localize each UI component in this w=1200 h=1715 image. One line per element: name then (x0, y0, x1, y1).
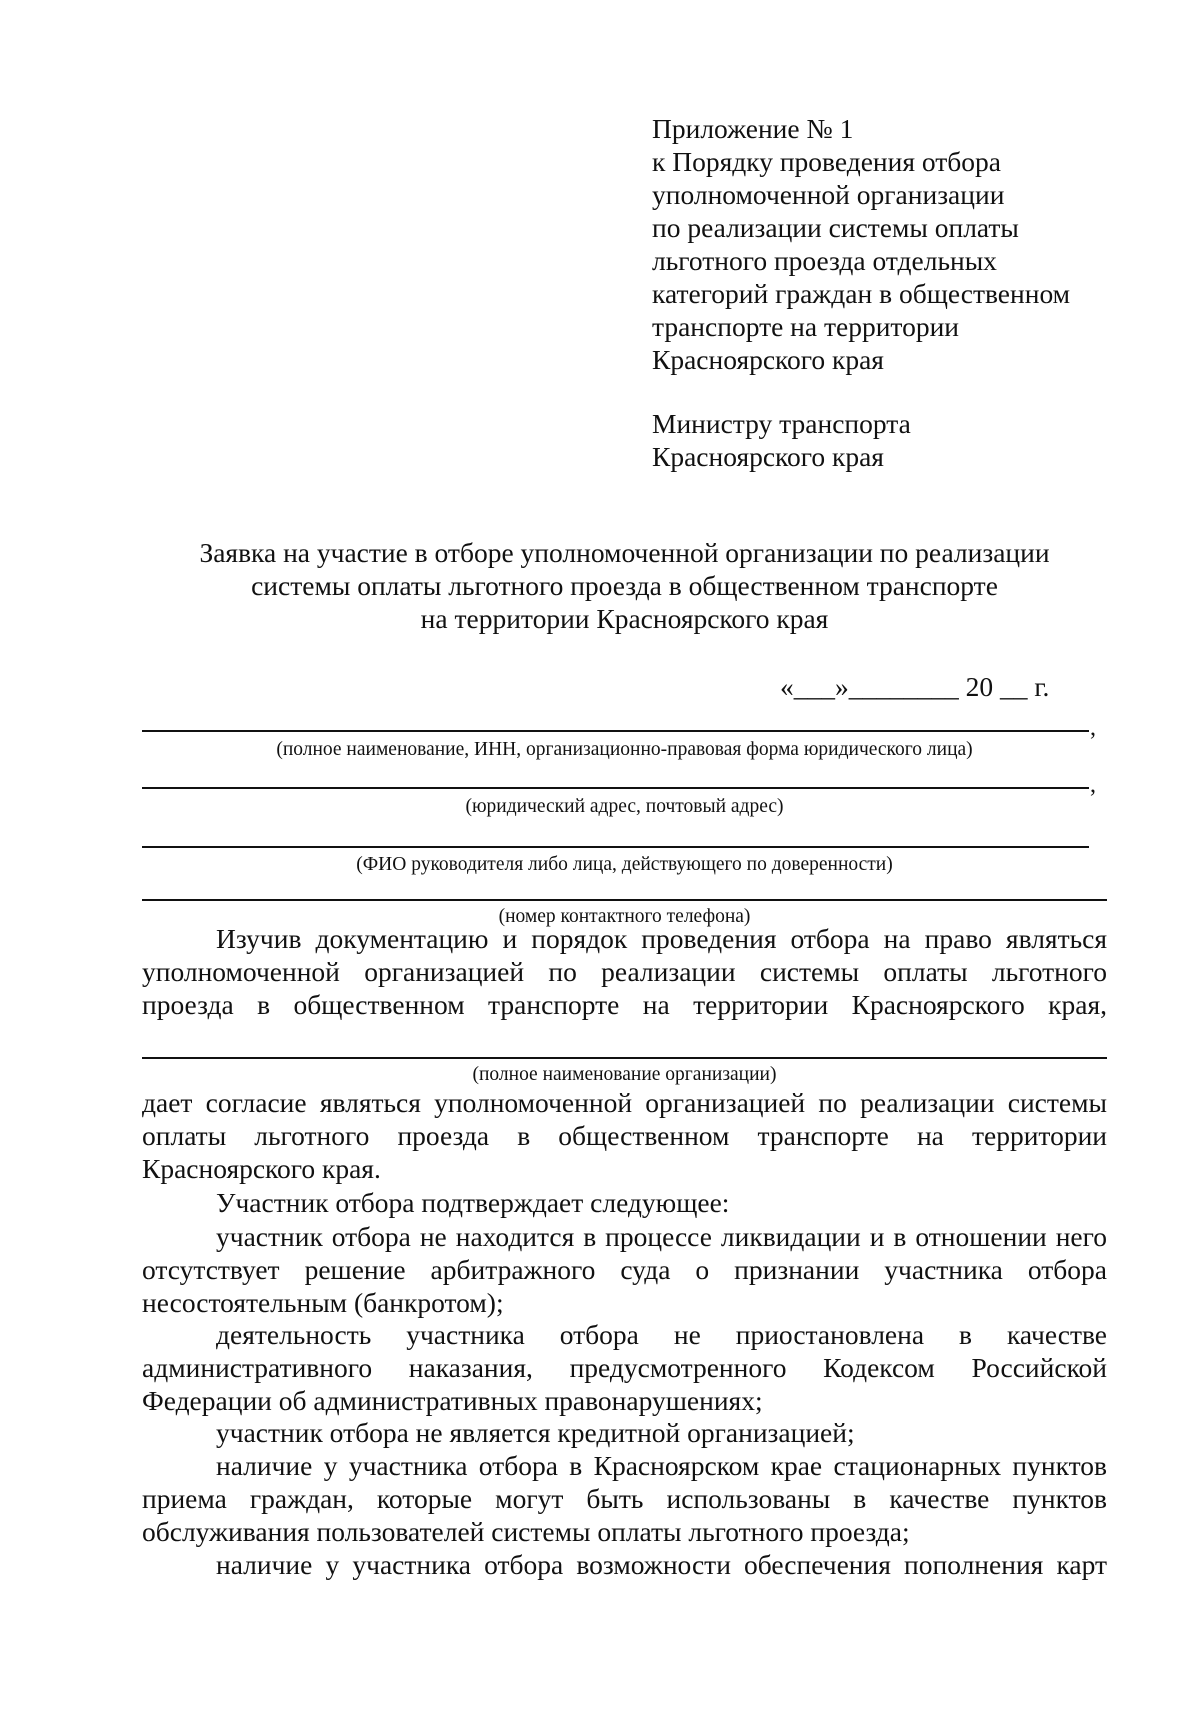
intro-line: Изучив документацию и порядок проведения отбора на право являться (216, 923, 1107, 954)
item-line: Федерации об административных правонарушениях; (142, 1385, 763, 1416)
appendix-line: к Порядку проведения отбора (652, 146, 1001, 177)
confirm-item-2 (142, 1318, 1107, 1417)
intro-line: уполномоченной организацией по реализации системы оплаты льготного (142, 956, 1107, 987)
org-fill-comma: , (1090, 715, 1096, 741)
title-line: Заявка на участие в отборе уполномоченной организации по реализации (199, 537, 1050, 568)
org-name-fill-line (142, 1057, 1107, 1059)
appendix-line: Красноярского края (652, 344, 884, 375)
confirm-heading (142, 1186, 1107, 1219)
appendix-line: уполномоченной организации (652, 179, 1005, 210)
caption-org-name: (полное наименование организации) (472, 1064, 777, 1085)
appendix-line: транспорте на территории (652, 311, 960, 342)
address-fill-line (142, 787, 1089, 789)
title-line: системы оплаты льготного проезда в общественном транспорте (251, 570, 998, 601)
consent-line: Красноярского края. (142, 1153, 381, 1184)
address-fill-comma: , (1090, 772, 1096, 798)
head-fill-line (142, 846, 1089, 848)
consent-paragraph (142, 1086, 1107, 1185)
item-line: административного наказания, предусмотренного Кодексом Российской (142, 1352, 1107, 1383)
caption-address: (юридический адрес, почтовый адрес) (465, 796, 784, 817)
item-line: наличие у участника отбора возможности обеспечения пополнения карт (216, 1549, 1107, 1580)
caption-head: (ФИО руководителя либо лица, действующего по доверенности) (356, 854, 893, 875)
consent-line: дает согласие являться уполномоченной организацией по реализации системы (142, 1087, 1107, 1118)
addressee (652, 407, 1172, 473)
intro-paragraph (142, 922, 1107, 1021)
caption-phone: (номер контактного телефона) (498, 906, 751, 927)
confirm-item-1 (142, 1220, 1107, 1319)
item-line: участник отбора не является кредитной организацией; (216, 1417, 855, 1448)
appendix-line: льготного проезда отдельных (652, 245, 997, 276)
date-field: «___»________ 20 __ г. (780, 671, 1050, 702)
confirm-item-4 (142, 1449, 1107, 1548)
item-line: приема граждан, которые могут быть использованы в качестве пунктов (142, 1483, 1107, 1514)
appendix-line: Приложение № 1 (652, 113, 854, 144)
org-fill-line (142, 730, 1089, 732)
caption-org: (полное наименование, ИНН, организационно-правовая форма юридического лица) (276, 739, 973, 760)
phone-fill-line (142, 899, 1107, 901)
document-title (142, 536, 1107, 635)
title-line: на территории Красноярского края (420, 603, 829, 634)
consent-line: оплаты льготного проезда в общественном транспорте на территории (142, 1120, 1107, 1151)
confirm-item-3 (142, 1416, 1107, 1449)
item-line: деятельность участника отбора не приостановлена в качестве (216, 1319, 1107, 1350)
item-line: обслуживания пользователей системы оплаты льготного проезда; (142, 1516, 910, 1547)
addressee-line: Красноярского края (652, 441, 884, 472)
appendix-line: по реализации системы оплаты (652, 212, 1019, 243)
intro-line: проезда в общественном транспорте на территории Красноярского края, (142, 989, 1107, 1020)
confirm-heading-text: Участник отбора подтверждает следующее: (216, 1187, 730, 1218)
item-line: участник отбора не находится в процессе ликвидации и в отношении него (216, 1221, 1107, 1252)
addressee-line: Министру транспорта (652, 408, 911, 439)
confirm-item-5 (142, 1548, 1107, 1581)
appendix-line: категорий граждан в общественном (652, 278, 1071, 309)
appendix-header (652, 112, 1172, 376)
item-line: отсутствует решение арбитражного суда о признании участника отбора (142, 1254, 1107, 1285)
item-line: несостоятельным (банкротом); (142, 1287, 504, 1318)
item-line: наличие у участника отбора в Красноярском крае стационарных пунктов (216, 1450, 1107, 1481)
